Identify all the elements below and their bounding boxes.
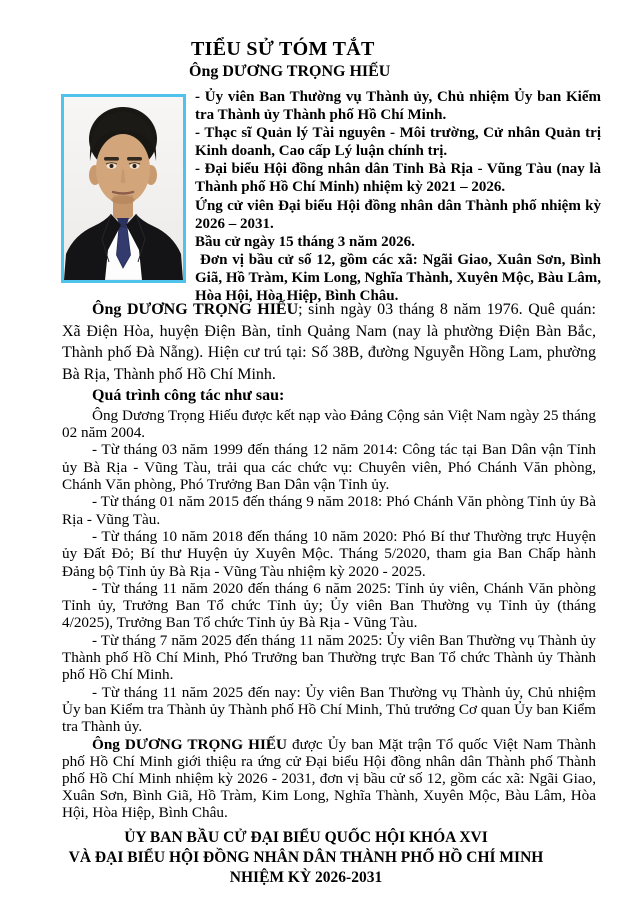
highlight-list [195, 88, 601, 305]
footer-line: ỦY BAN BẦU CỬ ĐẠI BIỂU QUỐC HỘI KHÓA XVI [124, 828, 488, 846]
nomination-text: được Ủy ban Mặt trận Tổ quốc Việt Nam Thành phố Hồ Chí Minh giới thiệu ra ứng cử Đại biểu Hội đồng nhân dân Thành phố Thành phố Hồ Chí Minh nhiệm kỳ 2026 - 2031, đơn vị bầu cử số 12, gồm các xã: Ngãi Giao, Xuân Sơn, Bình Giã, Hồ Tràm, Kim Long, Nghĩa Thành, Xuyên Mộc, Bàu Lâm, Hòa Hội, Hòa Hiệp, Bình Châu. [62, 735, 596, 821]
page-title: TIỂU SỬ TÓM TẮT [191, 38, 375, 60]
candidate-photo-frame [61, 94, 186, 283]
highlight-item: Bầu cử ngày 15 tháng 3 năm 2026. [195, 233, 415, 250]
candidate-name-inline: Ông DƯƠNG TRỌNG HIẾU [92, 735, 287, 753]
career-item: Ông Dương Trọng Hiếu được kết nạp vào Đảng Cộng sản Việt Nam ngày 25 tháng 02 năm 2004. [62, 406, 596, 442]
candidate-name-heading: Ông DƯƠNG TRỌNG HIẾU [189, 63, 391, 80]
highlight-item: - Đại biểu Hội đồng nhân dân Tỉnh Bà Rịa - Vũng Tàu (nay là Thành phố Hồ Chí Minh) nhiệm kỳ 2021 – 2026. [195, 161, 601, 196]
election-committee-footer [0, 828, 612, 888]
highlight-item: Ứng cử viên Đại biểu Hội đồng nhân dân Thành phố nhiệm kỳ 2026 – 2031. [195, 197, 601, 232]
career-item: - Từ tháng 7 năm 2025 đến tháng 11 năm 2025: Ủy viên Ban Thường vụ Thành ủy Thành phố Hồ Chí Minh, Phó Trưởng ban Thường trực Ban Tổ chức Thành ủy Thành phố Hồ Chí Minh. [62, 631, 596, 684]
highlight-item: - Thạc sĩ Quản lý Tài nguyên - Môi trường, Cử nhân Quản trị Kinh doanh, Cao cấp Lý luận chính trị. [195, 125, 601, 160]
highlight-item: - Ủy viên Ban Thường vụ Thành ủy, Chủ nhiệm Ủy ban Kiểm tra Thành ủy Thành phố Hồ Chí Minh. [195, 89, 601, 124]
career-item: - Từ tháng 11 năm 2020 đến tháng 6 năm 2025: Tỉnh ủy viên, Chánh Văn phòng Tỉnh ủy, Trưởng Ban Tổ chức Tỉnh ủy; Ủy viên Ban Thường vụ Tỉnh ủy (tháng 4/2025), Trưởng Ban Tổ chức Tỉnh ủy Bà Rịa - Vũng Tàu. [62, 579, 596, 632]
footer-line: VÀ ĐẠI BIỂU HỘI ĐỒNG NHÂN DÂN THÀNH PHỐ HỒ CHÍ MINH [68, 848, 544, 866]
nomination-paragraph [62, 736, 596, 821]
career-item: - Từ tháng 10 năm 2018 đến tháng 10 năm 2020: Phó Bí thư Thường trực Huyện ủy Đất Đỏ; Bí thư Huyện ủy Xuyên Mộc. Tháng 5/2020, tham gia Ban Chấp hành Đảng bộ Tỉnh ủy Bà Rịa - Vũng Tàu nhiệm kỳ 2020 - 2025. [62, 527, 596, 580]
biography-body [62, 299, 596, 888]
career-item: - Từ tháng 03 năm 1999 đến tháng 12 năm 2014: Công tác tại Ban Dân vận Tỉnh ủy Bà Rịa - Vũng Tàu, trải qua các chức vụ: Chuyên viên, Phó Chánh Văn phòng, Chánh Văn phòng, Phó Trưởng Ban Dân vận Tỉnh ủy. [62, 441, 596, 494]
footer-line: NHIỆM KỲ 2026-2031 [229, 868, 383, 886]
career-item: - Từ tháng 11 năm 2025 đến nay: Ủy viên Ban Thường vụ Thành ủy, Chủ nhiệm Ủy ban Kiểm tra Thành ủy Thành phố Hồ Chí Minh, Thủ trưởng Cơ quan Ủy ban Kiểm tra Thành ủy. [62, 683, 596, 736]
portrait-photo [64, 97, 183, 280]
career-heading: Quá trình công tác như sau: [92, 387, 285, 405]
candidate-name-inline: Ông DƯƠNG TRỌNG HIẾU [92, 301, 299, 318]
intro-paragraph [62, 299, 596, 385]
career-item: - Từ tháng 01 năm 2015 đến tháng 9 năm 2018: Phó Chánh Văn phòng Tỉnh ủy Bà Rịa - Vũng Tàu. [62, 493, 596, 528]
highlight-item: Đơn vị bầu cử số 12, gồm các xã: Ngãi Giao, Xuân Sơn, Bình Giã, Hồ Tràm, Kim Long, Nghĩa Thành, Xuyên Mộc, Bàu Lâm, Hòa Hội, Hòa Hiệp, Bình Châu. [195, 251, 601, 305]
intro-text: ; sinh ngày 03 tháng 8 năm 1976. Quê quán: Xã Điện Hòa, huyện Điện Bàn, tỉnh Quảng Nam (nay là phường Điện Bàn Bắc, Thành phố Đà Nẵng). Hiện cư trú tại: Số 38B, đường Nguyễn Hồng Lam, phường Bà Rịa, Thành phố Hồ Chí Minh. [62, 301, 596, 383]
